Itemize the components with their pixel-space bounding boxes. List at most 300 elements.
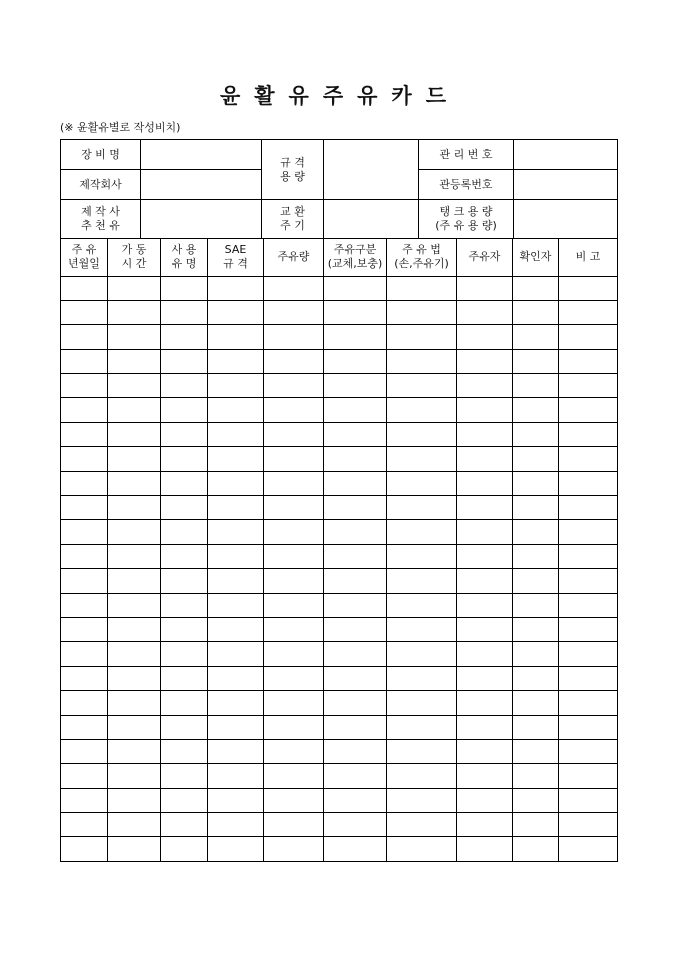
header-filler-line: 주유자 [468,249,501,263]
cell-fill-amount[interactable] [264,447,324,471]
cell-filler[interactable] [457,422,513,446]
cell-fill-amount[interactable] [264,739,324,763]
cell-remarks[interactable] [559,374,618,398]
cell-confirmer[interactable] [513,666,559,690]
cell-fill-method[interactable] [387,349,457,373]
cell-filler[interactable] [457,691,513,715]
cell-date[interactable] [61,300,108,324]
cell-filler[interactable] [457,593,513,617]
cell-confirmer[interactable] [513,544,559,568]
cell-date[interactable] [61,569,108,593]
header-confirmer [513,238,559,276]
oil-log-table [60,238,618,862]
cell-confirmer[interactable] [513,276,559,300]
cell-oil-name[interactable] [161,496,208,520]
cell-filler[interactable] [457,520,513,544]
spec-label: 규 격 [280,155,305,169]
cell-filler[interactable] [457,471,513,495]
cell-oil-name[interactable] [161,349,208,373]
cell-operating-hours[interactable] [108,642,161,666]
change-cycle-label [262,200,324,239]
cell-operating-hours[interactable] [108,349,161,373]
cell-operating-hours[interactable] [108,300,161,324]
cell-oil-name[interactable] [161,593,208,617]
cell-operating-hours[interactable] [108,837,161,861]
cell-remarks[interactable] [559,691,618,715]
cell-filler[interactable] [457,764,513,788]
cell-operating-hours[interactable] [108,544,161,568]
cell-sae-spec[interactable] [208,764,264,788]
cell-oil-name[interactable] [161,837,208,861]
cell-fill-amount[interactable] [264,398,324,422]
cell-oil-name[interactable] [161,276,208,300]
cell-fill-method[interactable] [387,398,457,422]
table-row [61,642,618,666]
cell-sae-spec[interactable] [208,617,264,641]
header-operating-hours [108,238,161,276]
cell-sae-spec[interactable] [208,788,264,812]
cell-remarks[interactable] [559,349,618,373]
cell-fill-method[interactable] [387,276,457,300]
cell-oil-name[interactable] [161,764,208,788]
cell-fill-method[interactable] [387,325,457,349]
equipment-name-label: 장 비 명 [61,140,141,170]
cell-remarks[interactable] [559,300,618,324]
tank-label: 탱 크 용 량 [439,205,493,218]
cell-confirmer[interactable] [513,764,559,788]
cell-oil-name[interactable] [161,447,208,471]
cell-confirmer[interactable] [513,300,559,324]
cell-oil-name[interactable] [161,300,208,324]
cell-confirmer[interactable] [513,447,559,471]
cell-fill-amount[interactable] [264,593,324,617]
cell-confirmer[interactable] [513,837,559,861]
cell-date[interactable] [61,593,108,617]
mgmt-number-value[interactable] [514,140,618,170]
cell-sae-spec[interactable] [208,813,264,837]
cell-operating-hours[interactable] [108,496,161,520]
cell-confirmer[interactable] [513,813,559,837]
cell-confirmer[interactable] [513,325,559,349]
header-operating-hours-line: 시 간 [121,256,147,270]
cell-fill-amount[interactable] [264,715,324,739]
cell-operating-hours[interactable] [108,764,161,788]
header-fill-type-line: (교체,보충) [327,256,383,270]
cell-oil-name[interactable] [161,544,208,568]
cell-remarks[interactable] [559,642,618,666]
header-fill-type [324,238,387,276]
cell-fill-type[interactable] [324,496,387,520]
cell-fill-method[interactable] [387,447,457,471]
header-date-line: 주 유 [71,242,97,256]
cell-remarks[interactable] [559,617,618,641]
cell-fill-type[interactable] [324,544,387,568]
cell-filler[interactable] [457,325,513,349]
cell-oil-name[interactable] [161,666,208,690]
cell-date[interactable] [61,276,108,300]
cell-fill-amount[interactable] [264,691,324,715]
instruction-note: (※ 윤활유별로 작성비치) [60,121,181,134]
cell-filler[interactable] [457,788,513,812]
cell-date[interactable] [61,496,108,520]
cycle-label: 주 기 [280,219,305,232]
cell-confirmer[interactable] [513,642,559,666]
cell-confirmer[interactable] [513,715,559,739]
cell-fill-method[interactable] [387,374,457,398]
cell-date[interactable] [61,715,108,739]
mgmt-number-label: 관 리 번 호 [419,140,514,170]
cell-filler[interactable] [457,349,513,373]
cell-remarks[interactable] [559,544,618,568]
cell-sae-spec[interactable] [208,544,264,568]
table-row [61,837,618,861]
cell-fill-amount[interactable] [264,374,324,398]
cell-oil-name[interactable] [161,617,208,641]
cell-sae-spec[interactable] [208,691,264,715]
header-sae-spec-line: SAE [224,242,247,256]
cell-oil-name[interactable] [161,325,208,349]
table-row [61,813,618,837]
cell-filler[interactable] [457,496,513,520]
cell-filler[interactable] [457,544,513,568]
cell-fill-type[interactable] [324,788,387,812]
cell-date[interactable] [61,349,108,373]
recommended-label: 추 천 유 [81,219,120,232]
table-row [61,447,618,471]
cell-fill-type[interactable] [324,349,387,373]
cell-fill-amount[interactable] [264,544,324,568]
cell-operating-hours[interactable] [108,739,161,763]
cell-fill-amount[interactable] [264,471,324,495]
cell-remarks[interactable] [559,422,618,446]
cell-confirmer[interactable] [513,374,559,398]
cell-oil-name[interactable] [161,739,208,763]
cell-confirmer[interactable] [513,569,559,593]
cell-fill-method[interactable] [387,544,457,568]
cell-confirmer[interactable] [513,398,559,422]
cell-fill-type[interactable] [324,276,387,300]
cell-date[interactable] [61,544,108,568]
cell-operating-hours[interactable] [108,398,161,422]
table-row [61,569,618,593]
cell-filler[interactable] [457,398,513,422]
manufacturer-value[interactable] [141,170,262,200]
cell-operating-hours[interactable] [108,520,161,544]
cell-confirmer[interactable] [513,788,559,812]
cell-fill-type[interactable] [324,813,387,837]
table-row [61,398,618,422]
cell-sae-spec[interactable] [208,520,264,544]
table-row [61,374,618,398]
cell-date[interactable] [61,447,108,471]
cell-operating-hours[interactable] [108,374,161,398]
cell-confirmer[interactable] [513,739,559,763]
cell-fill-type[interactable] [324,569,387,593]
cell-fill-type[interactable] [324,471,387,495]
cell-date[interactable] [61,739,108,763]
header-operating-hours-line: 가 동 [121,242,147,256]
header-oil-name-line: 유 명 [171,256,197,270]
log-header-row [61,238,618,276]
cell-sae-spec[interactable] [208,569,264,593]
cell-remarks[interactable] [559,715,618,739]
cell-filler[interactable] [457,837,513,861]
cell-filler[interactable] [457,569,513,593]
cell-fill-method[interactable] [387,715,457,739]
cell-filler[interactable] [457,300,513,324]
cell-sae-spec[interactable] [208,325,264,349]
cell-fill-type[interactable] [324,422,387,446]
cell-fill-amount[interactable] [264,837,324,861]
cell-oil-name[interactable] [161,788,208,812]
cell-remarks[interactable] [559,837,618,861]
cell-fill-amount[interactable] [264,813,324,837]
table-row [61,593,618,617]
cell-filler[interactable] [457,447,513,471]
cell-fill-type[interactable] [324,715,387,739]
cell-fill-amount[interactable] [264,764,324,788]
cell-fill-method[interactable] [387,471,457,495]
cell-sae-spec[interactable] [208,739,264,763]
cell-remarks[interactable] [559,520,618,544]
cell-date[interactable] [61,666,108,690]
cell-operating-hours[interactable] [108,691,161,715]
cell-fill-type[interactable] [324,666,387,690]
cell-fill-type[interactable] [324,837,387,861]
cell-fill-amount[interactable] [264,325,324,349]
table-row [61,764,618,788]
spec-capacity-label [262,140,324,200]
cell-operating-hours[interactable] [108,666,161,690]
change-cycle-value[interactable] [324,200,419,239]
cell-filler[interactable] [457,813,513,837]
cell-fill-amount[interactable] [264,642,324,666]
cell-date[interactable] [61,520,108,544]
cell-fill-type[interactable] [324,447,387,471]
cell-filler[interactable] [457,617,513,641]
cell-sae-spec[interactable] [208,642,264,666]
cell-date[interactable] [61,422,108,446]
cell-fill-type[interactable] [324,520,387,544]
cell-remarks[interactable] [559,593,618,617]
table-row [61,422,618,446]
table-row [61,520,618,544]
table-row [61,788,618,812]
cell-sae-spec[interactable] [208,374,264,398]
cell-fill-amount[interactable] [264,300,324,324]
cell-remarks[interactable] [559,325,618,349]
cell-filler[interactable] [457,739,513,763]
cell-sae-spec[interactable] [208,471,264,495]
cell-operating-hours[interactable] [108,813,161,837]
cell-date[interactable] [61,642,108,666]
cell-oil-name[interactable] [161,569,208,593]
cell-fill-type[interactable] [324,398,387,422]
cell-date[interactable] [61,617,108,641]
cell-operating-hours[interactable] [108,447,161,471]
table-row [61,496,618,520]
cell-fill-type[interactable] [324,642,387,666]
cell-sae-spec[interactable] [208,447,264,471]
cell-operating-hours[interactable] [108,715,161,739]
cell-date[interactable] [61,398,108,422]
cell-fill-method[interactable] [387,837,457,861]
cell-fill-method[interactable] [387,666,457,690]
cell-fill-method[interactable] [387,642,457,666]
cell-date[interactable] [61,691,108,715]
cell-oil-name[interactable] [161,715,208,739]
table-row [61,617,618,641]
cell-filler[interactable] [457,276,513,300]
cell-fill-type[interactable] [324,691,387,715]
cell-oil-name[interactable] [161,520,208,544]
table-row [61,739,618,763]
cell-fill-method[interactable] [387,788,457,812]
cell-fill-type[interactable] [324,325,387,349]
cell-sae-spec[interactable] [208,715,264,739]
cell-sae-spec[interactable] [208,496,264,520]
table-row [61,325,618,349]
cell-remarks[interactable] [559,569,618,593]
cell-fill-amount[interactable] [264,520,324,544]
cell-date[interactable] [61,837,108,861]
cell-fill-amount[interactable] [264,666,324,690]
tank-capacity-label [419,200,514,239]
cell-oil-name[interactable] [161,374,208,398]
cell-confirmer[interactable] [513,471,559,495]
cell-fill-amount[interactable] [264,422,324,446]
cell-sae-spec[interactable] [208,300,264,324]
cell-fill-type[interactable] [324,300,387,324]
cell-date[interactable] [61,374,108,398]
cell-remarks[interactable] [559,276,618,300]
header-date-line: 년월일 [68,256,100,270]
cell-confirmer[interactable] [513,496,559,520]
cell-sae-spec[interactable] [208,593,264,617]
cell-oil-name[interactable] [161,471,208,495]
cell-operating-hours[interactable] [108,422,161,446]
tank-capacity-value[interactable] [514,200,618,239]
cell-fill-method[interactable] [387,813,457,837]
cell-fill-method[interactable] [387,739,457,763]
cell-filler[interactable] [457,374,513,398]
cell-fill-method[interactable] [387,593,457,617]
cell-remarks[interactable] [559,739,618,763]
cell-fill-method[interactable] [387,520,457,544]
cell-sae-spec[interactable] [208,837,264,861]
cell-fill-method[interactable] [387,617,457,641]
cell-remarks[interactable] [559,813,618,837]
table-row [61,666,618,690]
cell-fill-type[interactable] [324,739,387,763]
cell-date[interactable] [61,813,108,837]
cell-fill-amount[interactable] [264,617,324,641]
cell-filler[interactable] [457,715,513,739]
capacity-label: 용 량 [280,169,305,183]
spec-capacity-value[interactable] [324,140,419,200]
cell-oil-name[interactable] [161,398,208,422]
cell-oil-name[interactable] [161,691,208,715]
recommended-oil-label [61,200,141,239]
cell-date[interactable] [61,471,108,495]
cell-fill-type[interactable] [324,617,387,641]
cell-confirmer[interactable] [513,422,559,446]
cell-sae-spec[interactable] [208,398,264,422]
cell-fill-type[interactable] [324,593,387,617]
cell-fill-amount[interactable] [264,788,324,812]
cell-fill-type[interactable] [324,374,387,398]
cell-fill-method[interactable] [387,422,457,446]
table-row [61,715,618,739]
cell-fill-method[interactable] [387,764,457,788]
cell-fill-type[interactable] [324,764,387,788]
cell-date[interactable] [61,325,108,349]
table-row [61,276,618,300]
cell-confirmer[interactable] [513,617,559,641]
cell-sae-spec[interactable] [208,422,264,446]
cell-filler[interactable] [457,642,513,666]
mgmt-reg-number-value[interactable] [514,170,618,200]
page-title: 윤활유주유카드 [219,83,460,108]
cell-fill-amount[interactable] [264,276,324,300]
cell-remarks[interactable] [559,788,618,812]
cell-fill-method[interactable] [387,691,457,715]
cell-fill-amount[interactable] [264,569,324,593]
cell-operating-hours[interactable] [108,276,161,300]
cell-operating-hours[interactable] [108,593,161,617]
cell-remarks[interactable] [559,447,618,471]
cell-confirmer[interactable] [513,593,559,617]
table-row [61,691,618,715]
cell-sae-spec[interactable] [208,276,264,300]
cell-sae-spec[interactable] [208,349,264,373]
cell-remarks[interactable] [559,764,618,788]
cell-fill-amount[interactable] [264,349,324,373]
equipment-name-value[interactable] [141,140,262,170]
cell-confirmer[interactable] [513,520,559,544]
recommended-oil-value[interactable] [141,200,262,239]
fill-capacity-label: (주 유 용 량) [435,219,497,232]
cell-remarks[interactable] [559,666,618,690]
cell-fill-method[interactable] [387,496,457,520]
header-sae-spec [208,238,264,276]
cell-operating-hours[interactable] [108,788,161,812]
cell-operating-hours[interactable] [108,617,161,641]
cell-oil-name[interactable] [161,642,208,666]
cell-confirmer[interactable] [513,691,559,715]
header-confirmer-line: 확인자 [519,249,552,263]
cell-remarks[interactable] [559,398,618,422]
cell-operating-hours[interactable] [108,471,161,495]
header-filler [457,238,513,276]
cell-date[interactable] [61,764,108,788]
cell-sae-spec[interactable] [208,666,264,690]
cell-filler[interactable] [457,666,513,690]
cell-oil-name[interactable] [161,422,208,446]
header-remarks [559,238,618,276]
table-row [61,471,618,495]
cell-date[interactable] [61,788,108,812]
cell-fill-amount[interactable] [264,496,324,520]
cell-confirmer[interactable] [513,349,559,373]
cell-fill-method[interactable] [387,569,457,593]
cell-fill-method[interactable] [387,300,457,324]
cell-remarks[interactable] [559,471,618,495]
cell-remarks[interactable] [559,496,618,520]
cell-operating-hours[interactable] [108,325,161,349]
cell-operating-hours[interactable] [108,569,161,593]
cell-oil-name[interactable] [161,813,208,837]
